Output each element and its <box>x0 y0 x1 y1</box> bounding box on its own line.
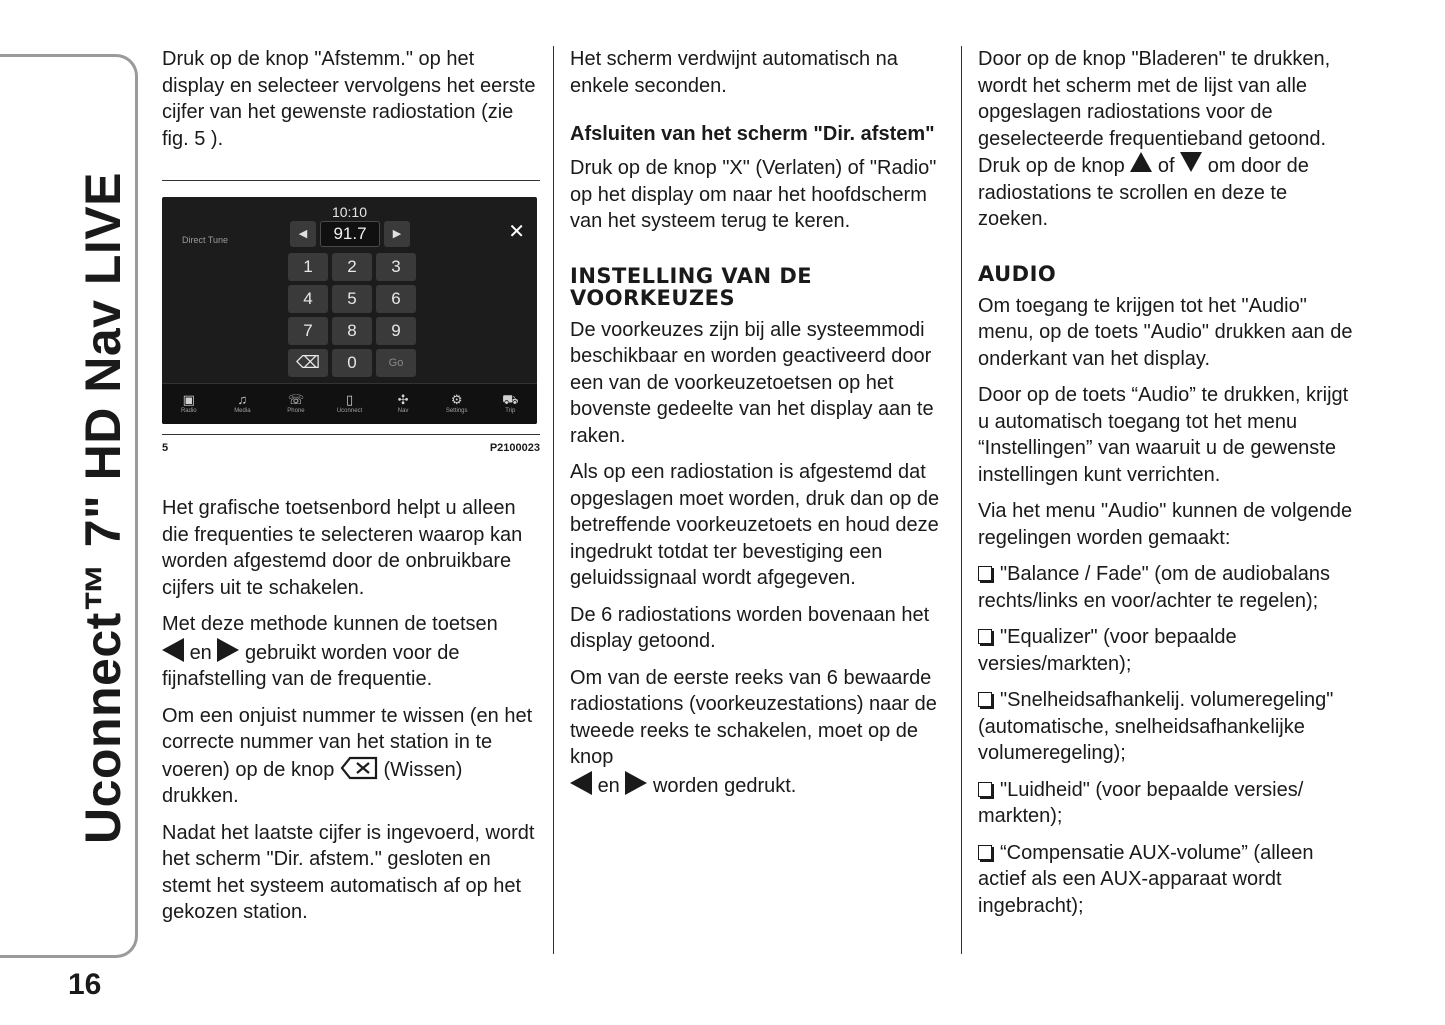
arrow-right-icon <box>625 771 647 795</box>
close-icon: ✕ <box>508 221 525 243</box>
go-key: Go <box>376 349 416 377</box>
paragraph: De 6 radiostations worden bovenaan het display getoond. <box>570 603 930 652</box>
figure-number: 5 <box>162 442 169 454</box>
arrow-left-icon <box>162 638 184 662</box>
list-item: “Compensatie AUX-volume” (alleen actief als een AUX-apparaat wordt ingebracht); <box>978 841 1314 917</box>
figure-bottom-rule <box>162 434 540 435</box>
figure-top-rule <box>162 180 540 181</box>
column-3 <box>978 46 1358 929</box>
bullet-box-icon <box>978 566 992 581</box>
screen-clock: 10:10 <box>331 204 368 220</box>
subheading: Afsluiten van het scherm "Dir. afstem" <box>570 123 935 145</box>
menu-nav: ✣ Nav <box>397 392 409 414</box>
bullet-box-icon <box>978 782 992 797</box>
key-1: 1 <box>288 253 328 281</box>
menu-settings: ⚙ Settings <box>445 392 468 414</box>
paragraph: Druk op de knop "Afstemm." op het display en selecteer vervolgens het eerste cijfer van het gewenste radiostation (zie fig. 5 ). <box>162 48 536 150</box>
list-item: "Snelheidsafhankelij. volumeregeling" (automatische, snelheidsafhankelijke volumeregeling); <box>978 689 1334 764</box>
uconnect-icon: ▯ <box>345 392 354 407</box>
media-icon: ♫ <box>237 392 248 407</box>
settings-icon: ⚙ <box>450 392 463 407</box>
key-2: 2 <box>332 253 372 281</box>
paragraph: Het grafische toetsenbord helpt u alleen die frequenties te selecteren waarop kan worden afgestemd door de onbruikbare cijfers uit te schakelen. <box>162 497 523 599</box>
screen-menu-bar <box>162 383 537 424</box>
paragraph: Door op de knop "Bladeren" te drukken, wordt het scherm met de lijst van alle opgeslagen radiostations voor de geselecteerde frequentieband getoond. Druk op de knop of om door de radiostations te scrollen en deze te zoeken. <box>978 48 1331 230</box>
figure-code: P2100023 <box>489 442 540 454</box>
radio-screen-figure <box>162 197 537 424</box>
paragraph: Nadat het laatste cijfer is ingevoerd, wordt het scherm "Dir. afstem." gesloten en stemt het systeem automatisch af op het gekozen station. <box>162 821 535 923</box>
bullet-box-icon <box>978 692 992 707</box>
phone-icon: ☏ <box>287 392 305 407</box>
key-6: 6 <box>376 285 416 313</box>
key-0: 0 <box>332 349 372 377</box>
section-heading: INSTELLING VAN DE VOORKEUZES <box>570 263 813 310</box>
trip-icon: ⛟ <box>502 392 519 407</box>
menu-trip: ⛟ Trip <box>502 392 519 414</box>
paragraph: Met deze methode kunnen de toetsen en gebruikt worden voor de fijnafstelling van de frequentie. <box>162 613 498 690</box>
key-9: 9 <box>376 317 416 345</box>
tune-up-icon: ▶ <box>384 221 410 247</box>
keypad <box>288 253 416 377</box>
backspace-key-icon: ⌫ <box>288 349 328 377</box>
key-3: 3 <box>376 253 416 281</box>
bullet-box-icon <box>978 629 992 644</box>
paragraph: Het scherm verdwijnt automatisch na enkele seconden. <box>570 48 898 97</box>
direct-tune-label: Direct Tune <box>182 235 229 245</box>
paragraph: Door op de toets “Audio” te drukken, krijgt u automatisch toegang tot het menu “Instellingen” van waaruit u de gewenste instellingen kunt verrichten. <box>978 384 1349 486</box>
key-8: 8 <box>332 317 372 345</box>
key-4: 4 <box>288 285 328 313</box>
column-divider <box>961 46 962 954</box>
arrow-left-icon <box>570 771 592 795</box>
column-1 <box>162 46 540 936</box>
list-item: "Balance / Fade" (om de audiobalans rechts/links en voor/achter te regelen); <box>978 563 1330 612</box>
list-item: "Luidheid" (voor bepaalde versies/ markten); <box>978 778 1304 827</box>
column-divider <box>553 46 554 954</box>
arrow-down-icon <box>1180 152 1202 172</box>
column-2 <box>570 46 948 809</box>
backspace-icon <box>340 756 378 780</box>
paragraph: Om toegang te krijgen tot het "Audio" menu, op de toets "Audio" drukken aan de onderkant van het display. <box>978 294 1353 370</box>
tune-down-icon: ◀ <box>290 221 316 247</box>
key-7: 7 <box>288 317 328 345</box>
frequency-display: 91.7 <box>320 221 380 247</box>
list-item: "Equalizer" (voor bepaalde versies/markten); <box>978 626 1237 675</box>
bullet-box-icon <box>978 845 992 860</box>
radio-icon: ▣ <box>182 392 195 407</box>
tune-bar <box>290 221 410 247</box>
paragraph: Om van de eerste reeks van 6 bewaarde radiostations (voorkeuzestations) naar de tweede reeks te schakelen, moet op de knop en worden gedrukt. <box>570 666 937 797</box>
menu-radio: ▣ Radio <box>180 392 197 414</box>
menu-uconnect: ▯ Uconnect <box>336 392 363 414</box>
menu-media: ♫ Media <box>234 392 251 414</box>
paragraph: Via het menu "Audio" kunnen de volgende regelingen worden gemaakt: <box>978 500 1353 549</box>
paragraph: De voorkeuzes zijn bij alle systeemmodi beschikbaar en worden geactiveerd door een van de voorkeuzetoetsen op het bovenste gedeelte van het display aan te raken. <box>570 318 934 447</box>
paragraph: Druk op de knop "X" (Verlaten) of "Radio" op het display om naar het hoofdscherm van het systeem terug te keren. <box>570 157 937 232</box>
section-heading: AUDIO <box>978 261 1057 286</box>
key-5: 5 <box>332 285 372 313</box>
paragraph: Als op een radiostation is afgestemd dat opgeslagen moet worden, druk dan op de betreffende voorkeuzetoets en houd deze ingedrukt totdat ter bevestiging een geluidssignaal wordt afgegeven. <box>570 461 940 589</box>
section-title: Uconnect™ 7" HD Nav LIVE <box>75 172 131 844</box>
nav-icon: ✣ <box>397 392 409 407</box>
arrow-right-icon <box>217 638 239 662</box>
figure-caption <box>162 441 540 455</box>
paragraph: Om een onjuist nummer te wissen (en het correcte nummer van het station in te voeren) op de knop (Wissen) drukken. <box>162 704 533 807</box>
page-number: 16 <box>68 968 102 1001</box>
menu-phone: ☏ Phone <box>287 392 305 414</box>
arrow-up-icon <box>1130 152 1152 172</box>
